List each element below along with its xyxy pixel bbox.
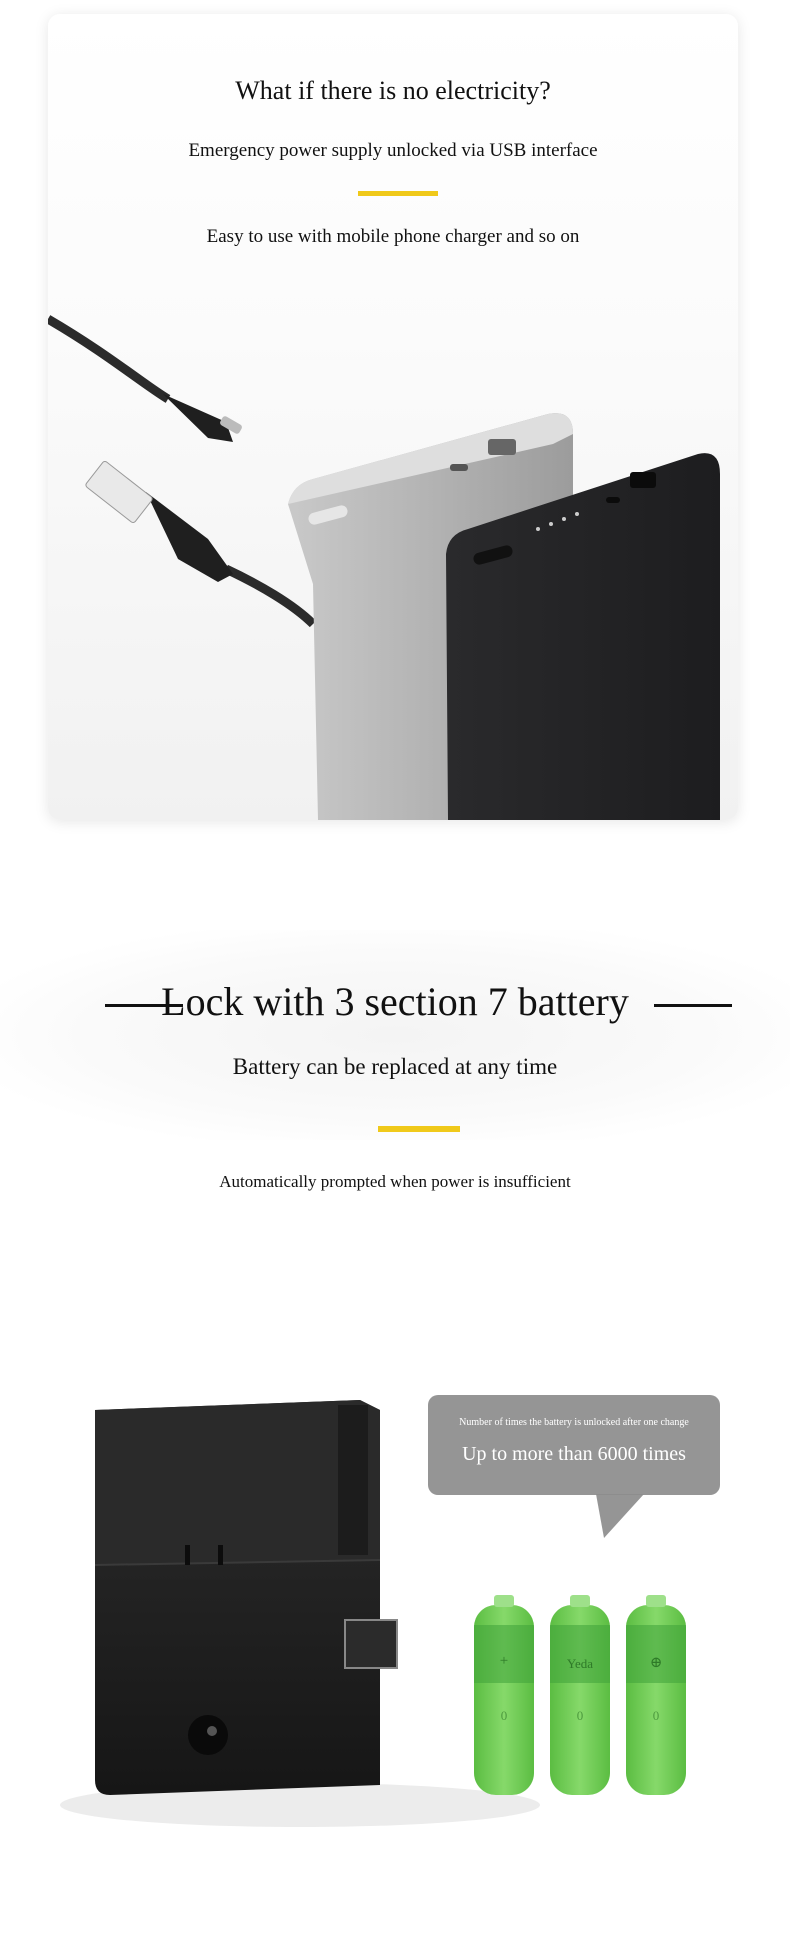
battery-label-top: ⊕ <box>649 1655 663 1671</box>
section1-note: Easy to use with mobile phone charger and so on <box>206 226 580 247</box>
section2-title: Lock with 3 section 7 battery <box>161 979 629 1024</box>
bubble-value: Up to more than 6000 times <box>462 1443 686 1465</box>
bubble-tail <box>596 1494 646 1538</box>
battery-icon <box>474 1595 534 1795</box>
usb-cable-icon <box>48 319 313 624</box>
section1-title: What if there is no electricity? <box>235 76 551 105</box>
usb-power-illustration <box>48 14 738 820</box>
battery-label-top: + <box>499 1653 509 1669</box>
battery-label-bottom: 0 <box>652 1708 660 1723</box>
lock-and-battery-illustration <box>0 820 790 1952</box>
battery-label-bottom: 0 <box>500 1708 508 1723</box>
section2-note: Automatically prompted when power is insufficient <box>219 1172 571 1191</box>
battery-label-top: Yeda <box>566 1656 594 1671</box>
battery-stat-bubble <box>428 1395 720 1495</box>
battery-section <box>0 820 790 1952</box>
section2-subtitle: Battery can be replaced at any time <box>232 1054 558 1079</box>
usb-power-card <box>48 14 738 820</box>
battery-label-bottom: 0 <box>576 1708 584 1723</box>
lock-device-icon <box>95 1400 397 1795</box>
bubble-caption: Number of times the battery is unlocked after one change <box>459 1417 689 1428</box>
section1-subtitle: Emergency power supply unlocked via USB interface <box>188 140 598 161</box>
battery-icon <box>550 1595 610 1795</box>
battery-icon <box>626 1595 686 1795</box>
